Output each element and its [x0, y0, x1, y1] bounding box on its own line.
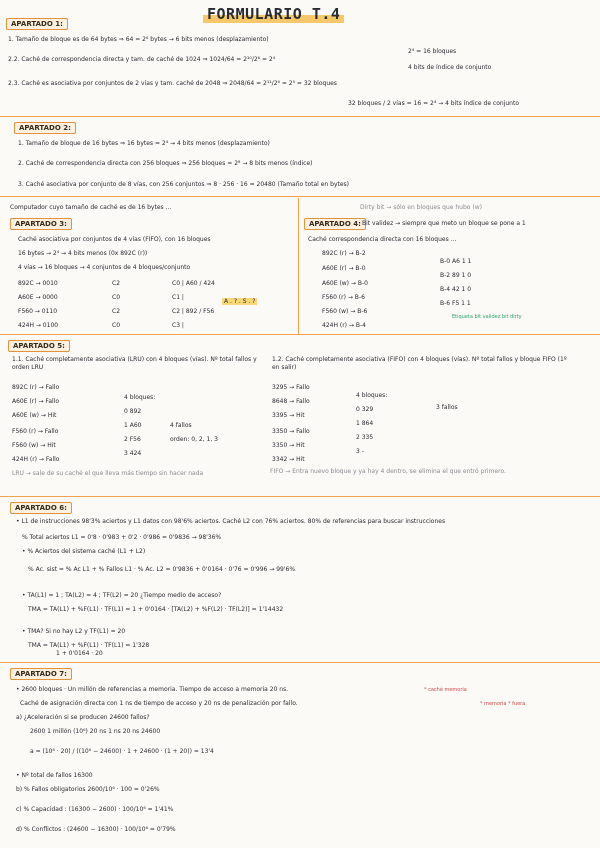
s3-row-b: C2	[112, 280, 121, 287]
s5-left-info: 4 fallos	[170, 422, 192, 429]
s3-line-2: 16 bytes → 2⁴ → 4 bits menos (0x 892C (r))	[18, 250, 148, 257]
s7-line-8: c) % Capacidad : (16300 − 2600) · 100/10⁶ = 1'41%	[16, 806, 174, 813]
s4-row-b: B-4 42 1 0	[440, 286, 472, 293]
s5-right-row: 3395 → Hit	[272, 412, 305, 419]
s5-left-block: 0 892	[124, 408, 142, 415]
s3-row-c: C2 | 892 / F56	[172, 308, 215, 315]
s4-top-note: Dirty bit → sólo en bloques que hubo (w)	[360, 204, 482, 211]
s6-line-8: TMA = TA(L1) + %F(L1) · TF(L1) = 1'328	[28, 642, 150, 649]
s6-line-5: • TA(L1) = 1 ; TA(L2) = 4 ; TF(L2) = 20 ¿Tiempo medio de acceso?	[22, 592, 222, 599]
s3-row-a: F560 → 0110	[18, 308, 58, 315]
s5-left-block: 2 F56	[124, 436, 141, 443]
s5-right-row: 8648 → Fallo	[272, 398, 310, 405]
s5-right-block: 0 329	[356, 406, 374, 413]
s5-left-heading: 1.1. Caché completamente asociativa (LRU) con 4 bloques (vías). Nº total fallos y orden LRU	[12, 356, 257, 371]
s1-result-2: 4 bits de índice de conjunto	[408, 64, 492, 71]
s7-line-9: d) % Conflictos : (24600 − 16300) · 100/10⁶ = 0'79%	[16, 826, 176, 833]
s5-right-info: 3 fallos	[436, 404, 458, 411]
s7-line-1: • 2600 bloques · Un millón de referencias a memoria. Tiempo de acceso a memoria 20 ns.	[16, 686, 289, 693]
s7-note-1: * caché memoria	[424, 687, 467, 693]
s4-row-a: A60E (w) → B-0	[322, 280, 368, 287]
s7-line-3: a) ¿Aceleración si se producen 24600 fallos?	[16, 714, 150, 721]
divider	[0, 496, 600, 497]
s3-row-b: C2	[112, 308, 121, 315]
s6-line-9: 1 + 0'0164 · 20	[56, 650, 103, 657]
s5-right-row: 3350 → Hit	[272, 442, 305, 449]
s5-right-heading: 1.2. Caché completamente asociativa (FIFO) con 4 bloques (vías). Nº total fallos y bloque FIFO (1º en salir)	[272, 356, 567, 371]
section-2-tag: APARTADO 2:	[14, 122, 76, 134]
s4-line-1: Bit validez → siempre que meto un bloque se pone a 1	[362, 220, 526, 227]
section-4-tag: APARTADO 4:	[304, 218, 366, 230]
s5-right-row: 3342 → Hit	[272, 456, 305, 463]
s5-right-block: 2 335	[356, 434, 374, 441]
s1-line-4: 32 bloques / 2 vías = 16 = 2⁴ → 4 bits índice de conjunto	[348, 100, 519, 107]
s4-row-a: A60E (r) → B-0	[322, 265, 366, 272]
s7-line-4: 2600 1 millón (10⁶) 20 ns 1 ns 20 ns 24600	[30, 728, 161, 735]
s4-row-a: F560 (r) → B-6	[322, 294, 365, 301]
s5-right-row: 3350 → Fallo	[272, 428, 310, 435]
s4-row-b: B-6 F5 1 1	[440, 300, 471, 307]
s4-row-b: B-0 A6 1 1	[440, 258, 472, 265]
s4-row-a: 424H (r) → B-4	[322, 322, 366, 329]
s3-row-a: 892C → 0010	[18, 280, 58, 287]
divider	[0, 662, 600, 663]
s3-row-c: C0 | A60 / 424	[172, 280, 215, 287]
s5-left-block: 1 A60	[124, 422, 142, 429]
section-1-tag: APARTADO 1:	[6, 18, 68, 30]
s5-left-row: F560 (r) → Fallo	[12, 428, 59, 435]
s5-left-row: F560 (w) → Hit	[12, 442, 56, 449]
section-6-tag: APARTADO 6:	[10, 502, 72, 514]
s1-line-1: 1. Tamaño de bloque es de 64 bytes ⇒ 64 = 2⁶ bytes → 6 bits menos (desplazamiento)	[8, 36, 269, 43]
s7-note-2: * memoria * fuera	[480, 701, 526, 707]
s2-line-4: Computador cuyo tamaño de caché es de 16 bytes ...	[10, 204, 172, 211]
s7-line-7: b) % Fallos obligatorios 2600/10⁶ · 100 = 0'26%	[16, 786, 160, 793]
s7-line-2: Caché de asignación directa con 1 ns de tiempo de acceso y 20 ns de penalización por fallo.	[20, 700, 298, 707]
s5-left-row: A60E (w) → Hit	[12, 412, 57, 419]
s6-line-6: TMA = TA(L1) + %F(L1) · TF(L1) = 1 + 0'0164 · [TA(L2) + %F(L2) · TF(L2)] = 1'14432	[28, 606, 284, 613]
s3-question: A . ? . S . ?	[224, 298, 256, 305]
s2-line-1: 1. Tamaño de bloque de 16 bytes ⇒ 16 bytes = 2⁴ → 4 bits menos (desplazamiento)	[18, 140, 270, 147]
s7-line-6: • Nº total de fallos 16300	[16, 772, 93, 779]
s5-left-row: A60E (r) → Fallo	[12, 398, 60, 405]
s5-left-block: 3 424	[124, 450, 142, 457]
s5-left-note: LRU → sale de su caché el que lleva más tiempo sin hacer nada	[12, 470, 204, 477]
s4-line-2: Caché correspondencia directa con 16 bloques ...	[308, 236, 457, 243]
s2-line-2: 2. Caché de correspondencia directa con 256 bloques ⇒ 256 bloques = 2⁸ → 8 bits menos (índice)	[18, 160, 313, 167]
s4-row-b: B-2 89 1 0	[440, 272, 472, 279]
s3-line-1: Caché asociativa por conjuntos de 4 vías (FIFO), con 16 bloques	[18, 236, 211, 243]
divider	[0, 196, 600, 197]
s4-row-a: F560 (w) → B-6	[322, 308, 368, 315]
s5-left-info: orden: 0, 2, 1, 3	[170, 436, 218, 443]
s1-line-2: 2.2. Caché de correspondencia directa y tam. de caché de 1024 ⇒ 1024/64 = 2¹⁰/2⁶ = 2⁴	[8, 56, 276, 63]
s4-column-labels: Etiqueta bit validez bit dirty	[452, 314, 522, 320]
s3-row-a: A60E → 0000	[18, 294, 58, 301]
s6-line-1: • L1 de instrucciones 98'3% aciertos y L1 datos con 98'6% aciertos. Caché L2 con 76% aciertos. 80% de referencias para buscar instrucciones	[16, 518, 446, 525]
section-5-tag: APARTADO 5:	[8, 340, 70, 352]
s5-right-block: 3 -	[356, 448, 364, 455]
section-3-tag: APARTADO 3:	[10, 218, 72, 230]
s1-result-1: 2⁴ = 16 bloques	[408, 48, 457, 55]
s2-line-3: 3. Caché asociativa por conjunto de 8 vías, con 256 conjuntos ⇒ 8 · 256 · 16 = 20480 (Tamaño total en bytes)	[18, 181, 350, 188]
s5-right-block: 1 864	[356, 420, 374, 427]
s4-row-a: 892C (r) → B-2	[322, 250, 366, 257]
s3-row-b: C0	[112, 322, 121, 329]
s7-line-5: a = (10⁶ · 20) / ((10⁶ − 24600) · 1 + 24600 · (1 + 20)) = 13'4	[30, 748, 214, 755]
s5-left-row: 424H (r) → Fallo	[12, 456, 60, 463]
s1-line-3: 2.3. Caché es asociativa por conjuntos de 2 vías y tam. caché de 2048 ⇒ 2048/64 = 2¹¹/2⁶ = 2⁵ = 32 bloques	[8, 80, 337, 87]
s5-right-note: FIFO → Entra nuevo bloque y ya hay 4 dentro, se elimina el que entró primero.	[270, 468, 506, 475]
divider	[298, 198, 299, 334]
page-title: FORMULARIO T.4	[203, 5, 344, 23]
s6-line-3: • % Aciertos del sistema caché (L1 + L2)	[22, 548, 146, 555]
s5-left-row: 892C (r) → Fallo	[12, 384, 60, 391]
s3-row-b: C0	[112, 294, 121, 301]
s6-line-7: • TMA? Si no hay L2 y TF(L1) = 20	[22, 628, 126, 635]
s5-left-block: 4 bloques:	[124, 394, 156, 401]
s6-line-2: % Total aciertos L1 = 0'8 · 0'983 + 0'2 · 0'986 = 0'9836 → 98'36%	[22, 534, 222, 541]
divider	[0, 116, 600, 117]
s3-row-c: C1 |	[172, 294, 184, 301]
s3-row-c: C3 |	[172, 322, 184, 329]
section-7-tag: APARTADO 7:	[10, 668, 72, 680]
s6-line-4: % Ac. sist = % Ac L1 + % Fallos L1 · % Ac. L2 = 0'9836 + 0'0164 · 0'76 = 0'996 → 99'6%	[28, 566, 296, 573]
s5-right-block: 4 bloques:	[356, 392, 388, 399]
s3-line-3: 4 vías → 16 bloques → 4 conjuntos de 4 bloques/conjunto	[18, 264, 191, 271]
s3-row-a: 424H → 0100	[18, 322, 59, 329]
s5-right-row: 3295 → Fallo	[272, 384, 310, 391]
divider	[0, 334, 600, 335]
